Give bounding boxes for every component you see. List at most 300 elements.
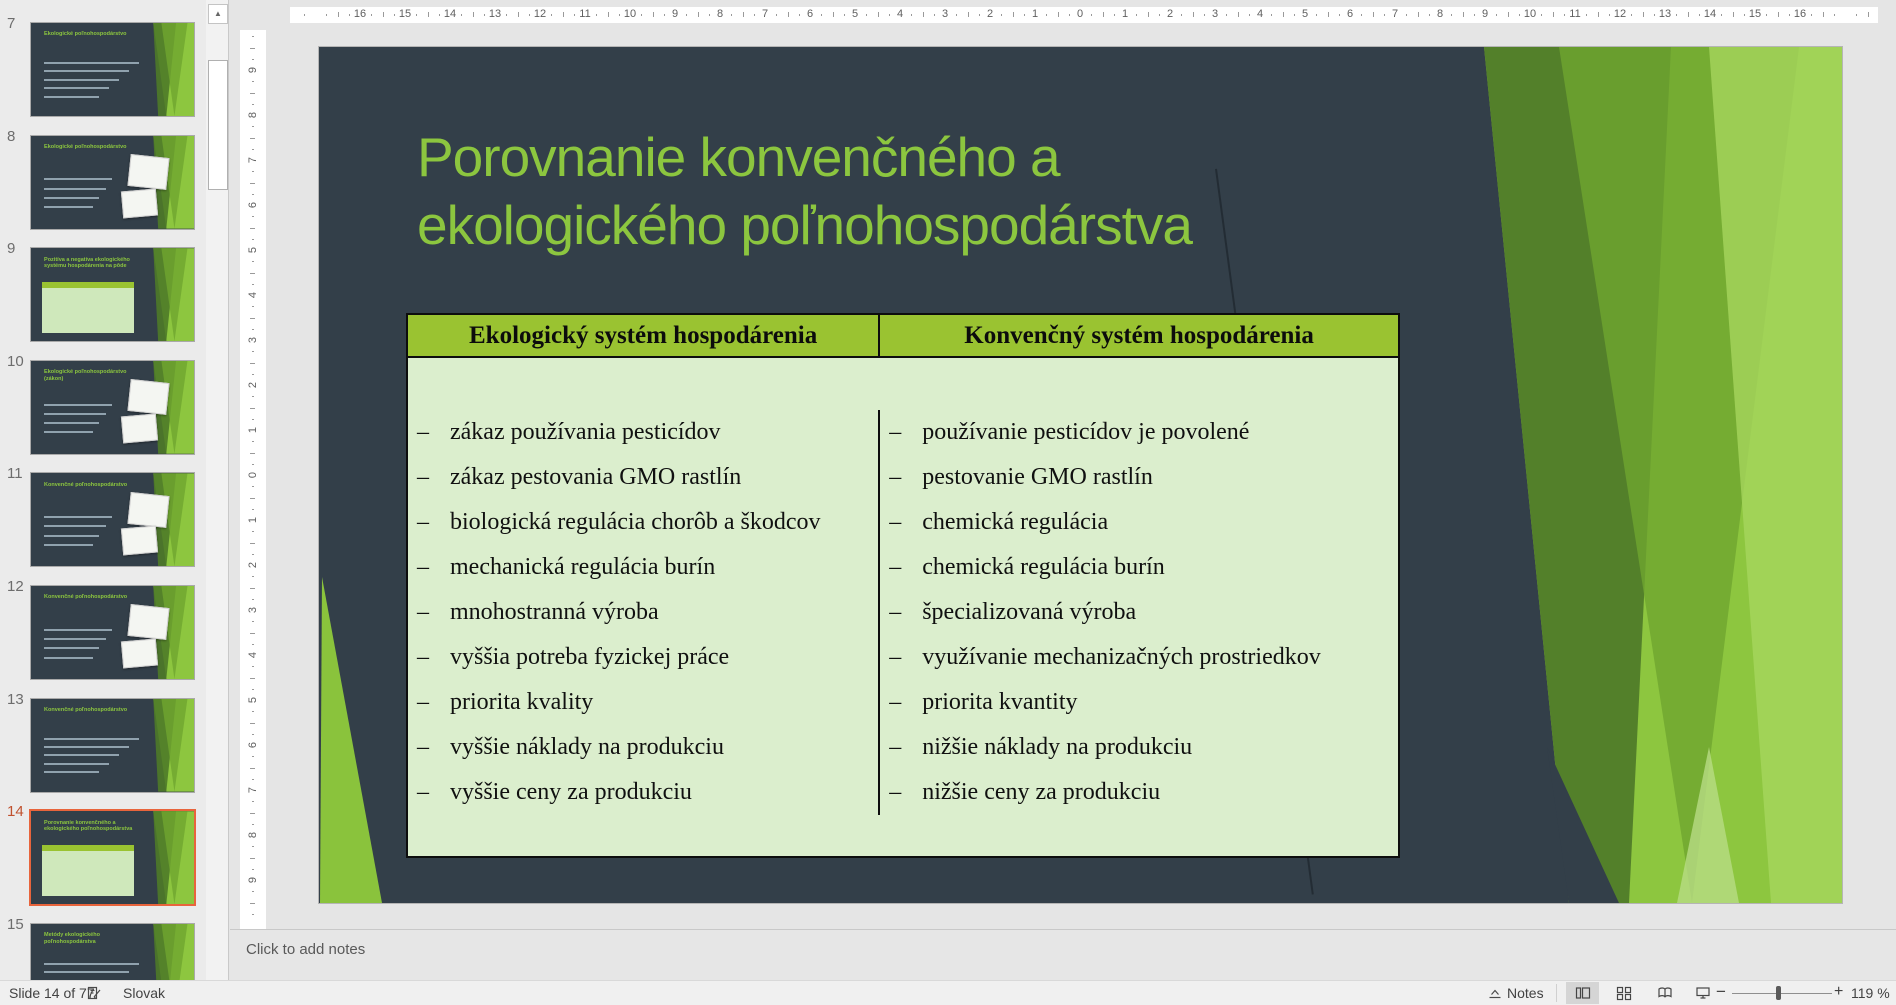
ruler-tick (250, 363, 255, 364)
slide-thumbnail-13[interactable] (0, 690, 229, 810)
dash-bullet (880, 554, 922, 581)
ruler-number: 9 (247, 876, 259, 884)
scroll-up-arrow-icon[interactable]: ▲ (208, 4, 228, 24)
ruler-tick (252, 554, 254, 555)
ruler-tick (252, 419, 254, 420)
status-separator (1556, 984, 1557, 1002)
ruler-number: 12 (533, 8, 547, 20)
ruler-number: 15 (1748, 8, 1762, 20)
table-cell[interactable]: – vyššie ceny za produkciu (408, 770, 880, 815)
zoom-out-button[interactable]: − (1716, 982, 1726, 1001)
thumbnail-text-line (44, 525, 106, 527)
ruler-tick (1294, 14, 1295, 16)
dash-bullet (408, 464, 450, 491)
ruler-tick (1721, 14, 1722, 16)
ruler-tick (529, 14, 530, 16)
dash-bullet (408, 779, 450, 806)
ruler-number: 8 (247, 831, 259, 839)
ruler-number: 4 (896, 8, 904, 20)
slide-title[interactable] (417, 123, 1417, 259)
thumbnail-text-line (44, 963, 139, 965)
table-cell[interactable]: – vyššie náklady na produkciu (408, 725, 880, 770)
slide-sorter-icon (1616, 985, 1632, 1001)
thumbnail-preview[interactable] (30, 472, 195, 567)
table-cell[interactable]: – priorita kvantity (880, 680, 1398, 725)
comparison-table[interactable] (406, 313, 1400, 858)
thumbnail-number: 13 (7, 690, 24, 708)
slide-thumbnail-14[interactable] (0, 803, 229, 922)
ruler-tick (250, 498, 255, 499)
ruler-tick (934, 14, 935, 16)
ruler-number: 14 (1703, 8, 1717, 20)
ruler-tick (252, 284, 254, 285)
normal-view-button[interactable] (1566, 982, 1599, 1004)
ruler-number: 11 (579, 8, 591, 20)
table-body (408, 358, 1398, 815)
ruler-tick (1058, 12, 1059, 17)
ruler-tick (250, 228, 255, 229)
thumbnail-title: Ekologické poľnohospodárstvo (44, 143, 127, 150)
notes-panel[interactable] (230, 929, 1896, 981)
ruler-tick (252, 531, 254, 532)
ruler-tick (252, 486, 254, 487)
thumbnail-photo (127, 154, 170, 190)
thumbnail-table (42, 845, 133, 896)
ruler-tick (304, 14, 305, 16)
ruler-tick (821, 14, 822, 16)
thumbnail-preview[interactable] (29, 809, 196, 906)
ruler-tick (1418, 12, 1419, 17)
ruler-tick (1564, 14, 1565, 16)
thumbnail-preview[interactable] (30, 22, 195, 117)
ruler-tick (911, 14, 912, 16)
language-indicator[interactable]: Slovak (123, 985, 166, 1001)
ruler-tick (252, 149, 254, 150)
ruler-number: 9 (671, 8, 679, 20)
ruler-number: 1 (247, 426, 259, 434)
ruler-tick (250, 408, 255, 409)
panel-divider (228, 0, 229, 980)
table-row (408, 410, 1398, 455)
ruler-tick (1091, 14, 1092, 16)
thumbnail-text-line (44, 763, 109, 765)
ruler-tick (788, 12, 789, 17)
ruler-tick (563, 12, 564, 17)
thumbnail-photo (121, 188, 158, 218)
ruler-tick (484, 14, 485, 16)
ruler-tick (252, 914, 254, 915)
ruler-tick (250, 138, 255, 139)
thumbnail-text-line (44, 70, 129, 72)
thumbnail-table-header (42, 845, 133, 851)
ruler-tick (1834, 14, 1835, 16)
thumbnail-scrollbar[interactable] (206, 0, 228, 980)
ruler-number: 5 (851, 8, 859, 20)
slide-thumbnail-12[interactable] (0, 578, 229, 697)
ruler-tick (878, 12, 879, 17)
dash-bullet (880, 419, 922, 446)
ruler-tick (1823, 12, 1824, 17)
ruler-number: 14 (443, 8, 457, 20)
ruler-tick (252, 644, 254, 645)
thumbnail-table-header (42, 282, 133, 288)
vertical-ruler (240, 30, 266, 962)
thumbnail-text-line (44, 746, 129, 748)
ruler-tick (979, 14, 980, 16)
ruler-tick (250, 543, 255, 544)
ruler-number: 1 (247, 516, 259, 524)
thumbnail-text-line (44, 79, 119, 81)
scrollbar-thumb[interactable] (208, 60, 228, 190)
thumbnail-text-line (44, 971, 129, 973)
table-cell[interactable]: – chemická regulácia burín (880, 545, 1398, 590)
thumbnail-number: 12 (7, 578, 24, 595)
ruler-tick (252, 216, 254, 217)
ruler-tick (506, 14, 507, 16)
thumbnail-preview[interactable] (30, 698, 195, 793)
spell-check-icon[interactable] (86, 985, 102, 1001)
dash-bullet (408, 509, 450, 536)
table-cell[interactable]: – využívanie mechanizačných prostriedkov (880, 635, 1398, 680)
ruler-tick (252, 711, 254, 712)
ruler-tick (1136, 14, 1137, 16)
thumbnail-photo (127, 379, 170, 415)
ruler-number: 5 (247, 696, 259, 704)
thumbnail-text-line (44, 629, 112, 631)
ruler-tick (252, 801, 254, 802)
ruler-number: 0 (1076, 8, 1084, 20)
table-cell[interactable]: – biologická regulácia chorôb a škodcov (408, 500, 880, 545)
table-row (408, 680, 1398, 725)
ruler-tick (252, 509, 254, 510)
ruler-tick (439, 14, 440, 16)
table-header-conventional[interactable]: Konvenčný systém hospodárenia (964, 321, 1314, 349)
ruler-tick (1553, 12, 1554, 17)
slide-thumbnail-7[interactable] (0, 15, 229, 134)
ruler-tick (1001, 14, 1002, 16)
table-cell[interactable]: – zákaz používania pesticídov (408, 410, 880, 455)
thumbnail-number: 11 (7, 465, 23, 483)
ruler-number: 9 (247, 66, 259, 74)
ruler-tick (1496, 14, 1497, 16)
ruler-tick (844, 14, 845, 16)
ruler-number: 7 (247, 156, 259, 164)
ruler-tick (1328, 12, 1329, 17)
thumbnail-text-line (44, 413, 106, 415)
ruler-number: 3 (247, 606, 259, 614)
ruler-number: 4 (247, 291, 259, 299)
dash-bullet (408, 554, 450, 581)
thumbnail-text-line (44, 96, 99, 98)
slide-thumbnail-15[interactable] (0, 915, 229, 980)
ruler-tick (349, 14, 350, 16)
thumbnail-title: Pozitíva a negatíva ekologického systému hospodárenia na pôde (44, 256, 130, 270)
ruler-tick (1361, 14, 1362, 16)
ruler-tick (1789, 14, 1790, 16)
thumbnail-text-line (44, 87, 109, 89)
table-row (408, 500, 1398, 545)
ruler-tick (1811, 14, 1812, 16)
slide-thumbnail-11[interactable] (0, 465, 229, 584)
ruler-tick (1699, 14, 1700, 16)
thumbnail-photo (127, 492, 170, 528)
ruler-tick (1238, 12, 1239, 17)
reading-view-button[interactable] (1648, 982, 1681, 1004)
ruler-tick (252, 126, 254, 127)
ruler-tick (1598, 12, 1599, 17)
ruler-tick (1643, 12, 1644, 17)
thumbnail-title: Metódy ekologického poľnohospodárstva (44, 932, 100, 945)
ruler-tick (1868, 12, 1869, 17)
ruler-tick (250, 318, 255, 319)
dash-bullet (880, 464, 922, 491)
thumbnail-photo (121, 638, 158, 668)
ruler-tick (250, 903, 255, 904)
ruler-number: 10 (1523, 8, 1537, 20)
ruler-tick (1193, 12, 1194, 17)
dash-bullet (408, 644, 450, 671)
ruler-tick (473, 12, 474, 17)
slide-thumbnail-panel (0, 0, 229, 980)
ruler-number: 0 (247, 471, 259, 479)
thumbnail-text-line (44, 404, 112, 406)
ruler-number: 8 (1436, 8, 1444, 20)
ruler-tick (1316, 14, 1317, 16)
thumbnail-photo (121, 413, 158, 443)
thumbnail-preview[interactable] (30, 135, 195, 230)
thumbnail-text-line (44, 544, 93, 546)
ruler-tick (252, 576, 254, 577)
ruler-tick (252, 59, 254, 60)
table-cell[interactable]: – mnohostranná výroba (408, 590, 880, 635)
notes-placeholder[interactable]: Click to add notes (246, 941, 366, 958)
ruler-tick (1013, 12, 1014, 17)
ruler-number: 15 (398, 8, 412, 20)
ruler-tick (1103, 12, 1104, 17)
ruler-tick (1766, 14, 1767, 16)
ruler-tick (338, 12, 339, 17)
ruler-tick (1384, 14, 1385, 16)
thumbnail-title: Porovnanie konvenčného a ekologického poľnohospodárstva (44, 819, 133, 833)
ruler-number: 1 (1031, 8, 1039, 20)
dash-bullet (408, 419, 450, 446)
ruler-number: 7 (247, 786, 259, 794)
slide-title-line: Porovnanie konvenčného a (417, 126, 1060, 188)
table-cell[interactable]: – zákaz pestovania GMO rastlín (408, 455, 880, 500)
ruler-tick (250, 678, 255, 679)
ruler-tick (1159, 14, 1160, 16)
table-row (408, 770, 1398, 815)
notes-icon (1488, 986, 1502, 1000)
ruler-tick (923, 12, 924, 17)
ruler-tick (1181, 14, 1182, 16)
thumbnail-text-line (44, 422, 99, 424)
slide-thumbnail-9[interactable] (0, 240, 229, 359)
thumbnail-table (42, 282, 133, 333)
ruler-tick (250, 453, 255, 454)
ruler-number: 8 (247, 111, 259, 119)
ruler-tick (252, 351, 254, 352)
ruler-tick (608, 12, 609, 17)
thumbnail-text-line (44, 754, 119, 756)
table-cell[interactable]: – používanie pesticídov je povolené (880, 410, 1398, 455)
ruler-tick (866, 14, 867, 16)
slide-thumbnail-8[interactable] (0, 127, 229, 247)
ruler-tick (1429, 14, 1430, 16)
ruler-number: 2 (1166, 8, 1174, 20)
ruler-number: 1 (1121, 8, 1129, 20)
ruler-tick (252, 464, 254, 465)
ruler-tick (252, 869, 254, 870)
thumbnail-preview[interactable] (30, 360, 195, 455)
slideshow-view-button[interactable] (1686, 982, 1719, 1004)
ruler-number: 16 (1793, 8, 1807, 20)
table-cell[interactable]: – vyššia potreba fyzickej práce (408, 635, 880, 680)
ruler-number: 12 (1613, 8, 1627, 20)
thumbnail-title: Ekologické poľnohospodárstvo (zákon) (44, 369, 127, 382)
ruler-tick (252, 261, 254, 262)
ruler-tick (956, 14, 957, 16)
ruler-tick (250, 633, 255, 634)
ruler-tick (754, 14, 755, 16)
table-row (408, 455, 1398, 500)
ruler-tick (1226, 14, 1227, 16)
ruler-tick (698, 12, 699, 17)
thumbnail-text-line (44, 647, 99, 649)
thumbnail-number: 15 (7, 915, 24, 933)
thumbnail-number: 7 (7, 15, 16, 32)
thumbnail-number: 9 (7, 240, 16, 258)
table-row (408, 545, 1398, 590)
dash-bullet (880, 734, 922, 761)
ruler-tick (371, 14, 372, 16)
table-cell[interactable]: – špecializovaná výroba (880, 590, 1398, 635)
thumbnail-text-line (44, 206, 93, 208)
dash-bullet (880, 644, 922, 671)
ruler-tick (1046, 14, 1047, 16)
ruler-tick (1283, 12, 1284, 17)
thumbnail-text-line (44, 657, 93, 659)
reading-view-icon (1657, 985, 1673, 1001)
slide-thumbnail-10[interactable] (0, 352, 229, 472)
thumbnail-number: 8 (7, 127, 16, 145)
slide-indicator[interactable]: Slide 14 of 77 (9, 985, 95, 1001)
thumbnail-number: 14 (7, 803, 24, 821)
table-cell[interactable]: – nižšie náklady na produkciu (880, 725, 1398, 770)
ruler-tick (799, 14, 800, 16)
ruler-tick (1024, 14, 1025, 16)
ruler-tick (252, 621, 254, 622)
zoom-slider-track[interactable] (1732, 993, 1832, 994)
ruler-number: 8 (716, 8, 724, 20)
table-header-row (408, 315, 1398, 358)
ruler-number: 2 (986, 8, 994, 20)
thumbnail-text-line (44, 62, 139, 64)
ruler-tick (252, 824, 254, 825)
ruler-tick (1406, 14, 1407, 16)
dash-bullet (408, 734, 450, 761)
ruler-tick (1373, 12, 1374, 17)
ruler-tick (250, 588, 255, 589)
thumbnail-preview[interactable] (30, 923, 195, 980)
ruler-number: 5 (247, 246, 259, 254)
thumbnail-text-line (44, 771, 99, 773)
ruler-tick (1069, 14, 1070, 16)
status-bar (0, 980, 1896, 1005)
ruler-tick (252, 891, 254, 892)
ruler-tick (252, 306, 254, 307)
ruler-tick (653, 12, 654, 17)
ruler-number: 6 (247, 201, 259, 209)
ruler-tick (252, 239, 254, 240)
thumbnail-text-line (44, 197, 99, 199)
ruler-tick (889, 14, 890, 16)
thumbnail-number: 10 (7, 352, 24, 370)
ruler-number: 13 (488, 8, 502, 20)
zoom-in-button[interactable]: + (1834, 983, 1844, 1000)
ruler-tick (1249, 14, 1250, 16)
ruler-tick (743, 12, 744, 17)
dash-bullet (880, 779, 922, 806)
table-header-ecological[interactable]: Ekologický systém hospodárenia (408, 315, 880, 356)
dash-bullet (880, 509, 922, 536)
zoom-slider-handle[interactable] (1776, 986, 1781, 1000)
ruler-tick (1474, 14, 1475, 16)
thumbnail-preview[interactable] (30, 585, 195, 680)
ruler-tick (1631, 14, 1632, 16)
ruler-number: 7 (761, 8, 769, 20)
zoom-level[interactable]: 119 % (1851, 985, 1890, 1001)
ruler-tick (1339, 14, 1340, 16)
ruler-tick (1451, 14, 1452, 16)
thumbnail-text-line (44, 738, 139, 740)
ruler-number: 13 (1658, 8, 1672, 20)
ruler-tick (252, 81, 254, 82)
ruler-number: 3 (247, 336, 259, 344)
ruler-tick (250, 48, 255, 49)
ruler-tick (252, 194, 254, 195)
table-cell[interactable]: – pestovanie GMO rastlín (880, 455, 1398, 500)
ruler-tick (968, 12, 969, 17)
ruler-tick (252, 689, 254, 690)
slide-sorter-view-button[interactable] (1607, 982, 1640, 1004)
ruler-tick (596, 14, 597, 16)
slide-canvas[interactable] (319, 47, 1842, 903)
ruler-tick (1519, 14, 1520, 16)
ruler-tick (518, 12, 519, 17)
table-cell[interactable]: – priorita kvality (408, 680, 880, 725)
ruler-number: 11 (1569, 8, 1581, 20)
table-cell[interactable]: – nižšie ceny za produkciu (880, 770, 1398, 815)
ruler-number: 10 (623, 8, 637, 20)
ruler-number: 5 (1301, 8, 1309, 20)
ruler-tick (1114, 14, 1115, 16)
slideshow-icon (1695, 985, 1711, 1001)
ruler-tick (1778, 12, 1779, 17)
ruler-tick (252, 104, 254, 105)
table-cell[interactable]: – chemická regulácia (880, 500, 1398, 545)
thumbnail-preview[interactable] (30, 247, 195, 342)
ruler-number: 16 (353, 8, 367, 20)
ruler-tick (1609, 14, 1610, 16)
ruler-tick (1744, 14, 1745, 16)
notes-toggle-button[interactable]: Notes (1488, 985, 1544, 1001)
thumbnail-text-line (44, 516, 112, 518)
slide-title-line: ekologického poľnohospodárstva (417, 194, 1192, 256)
table-cell[interactable]: – mechanická regulácia burín (408, 545, 880, 590)
thumbnail-text-line (44, 431, 93, 433)
thumbnail-title: Konvenčné poľnohospodárstvo (44, 594, 128, 601)
